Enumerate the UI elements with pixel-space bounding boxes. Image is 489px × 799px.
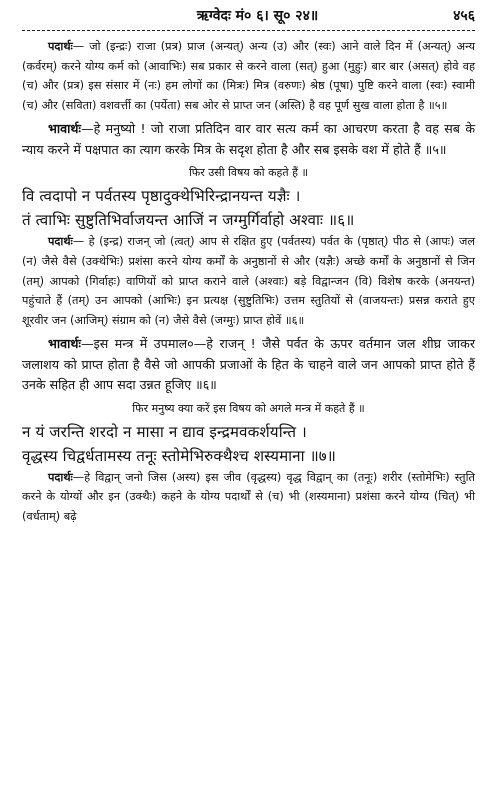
section-label: पदार्थः bbox=[48, 235, 73, 249]
mantra-line: न यं जरन्ति शरदो न मासा न द्याव इन्द्रमवकर्शयन्ति । bbox=[22, 422, 307, 441]
padartha-paragraph bbox=[22, 232, 475, 330]
bhavartha-paragraph bbox=[22, 334, 475, 396]
mantra-line: वृद्धस्य चिद्वर्धतामस्य तनूः स्तोमेभिरुक्थैश्च शस्यमाना ॥७॥ bbox=[22, 446, 336, 465]
header-rule bbox=[22, 30, 475, 31]
page-header bbox=[22, 6, 475, 28]
section-label: पदार्थः bbox=[48, 470, 73, 484]
section-intro: फिर मनुष्य क्या करें इस विषय को अगले मन्त्र में कहते हैं ॥ bbox=[132, 401, 365, 415]
paragraph-text: —हे मनुष्यो ! जो राजा प्रतिदिन वार वार सत्य कर्म का आचरण करता है वह सब के न्याय करने में पक्षपात का त्याग करके मित्र के सदृश होता है और सब इसके वश में होते हैं ॥५॥ bbox=[22, 121, 475, 157]
mantra-line: तं त्वाभिः सुष्टुतिभिर्वाजयन्त आजिं न जग्मुर्गिर्वाहो अश्वाः ॥६॥ bbox=[22, 211, 355, 230]
section-label: पदार्थः bbox=[48, 40, 73, 53]
mantra-line: वि त्वदापो न पर्वतस्य पृष्ठादुक्थेभिरिन्द्रानयन्त यज्ञैः । bbox=[22, 187, 301, 206]
bhavartha-paragraph bbox=[22, 119, 475, 160]
running-title: ऋग्वेदः मं० ६। सू० २४॥ bbox=[196, 8, 319, 24]
section-label: भावार्थः bbox=[48, 121, 81, 137]
page-content bbox=[22, 37, 475, 527]
section-intro: फिर उसी विषय को कहते हैं ॥ bbox=[188, 166, 309, 180]
paragraph-text: —हे विद्वान् जनो जिस (अस्य) इस जीव (वृद्धस्य) वृद्ध विद्वान् का (तनूः) शरीर (स्तोमेभिः) स्तुति करने के योग्यों और इन (उक्थैः) कहने के योग्य पदार्थों से (च) भी (शस्यमाना) प्रशंसा करने योग्य (चित्) भी (वर्धताम्) बढ़े bbox=[22, 470, 475, 524]
paragraph-text: — जो (इन्द्रः) राजा (प्रत्र) प्राज (अन्यत्) अन्य (उ) और (स्वः) आने वाले दिन में (अन्यत्) अन्य (कर्वरम्) करने योग्य कर्म को (आवाभिः) सब प्रकार से करने वाला (सत्) हुआ (मुहुः) बार बार (असत्) होवे वह (च) और (प्रत्र) इस संसार में (नः) हम लोगों का (मित्रः) मित्र (वरुणः) श्रेष्ठ (पूषा) पुष्टि करने वाला (स्वः) स्वामी (च) और (सविता) वशवर्त्ती का (पर्येता) सब ओर से प्राप्त जन (अस्ति) है वह पूर्ण सुख वाला होता है ॥५॥ bbox=[22, 40, 475, 112]
paragraph-text: —इस मन्त्र में उपमाल०—हे राजन् ! जैसे पर्वत के ऊपर वर्तमान जल शीघ्र जाकर जलाशय को प्राप्त होता है वैसे जो आपकी प्रजाओं के हित के चाहने वाले जन आपको प्राप्त होते हैं उनके सहित ही आप सदा उन्नत हूजिए ॥६॥ bbox=[22, 336, 475, 393]
paragraph-text: — हे (इन्द्र) राजन् जो (त्वत्) आप से रक्षित हुए (पर्वतस्य) पर्वत के (पृष्ठात्) पीठ से (आपः) जल (न) जैसे वैसे (उक्थेभिः) प्रशंसा करने योग्य कर्मों के अनुष्ठानों से और (यज्ञैः) अच्छे कर्मों के अनुष्ठानों से जिन (तम्) आपको (गिर्वाहः) वाणियों को प्राप्त कराने वाले (अश्वाः) बड़े विद्वान्जन (वि) विशेष करके (अनयन्त) पहुंचाते हैं (तम्) उन आपको (आभिः) इन प्रत्यक्ष (सुष्टुतिभिः) उत्तम स्तुतियों से (वाजयन्तः) प्रसन्न कराते हुए शूरवीर जन (आजिम्) संग्राम को (न) जैसे वैसे (जग्मुः) प्राप्त होवें ॥६॥ bbox=[22, 235, 475, 327]
padartha-paragraph bbox=[22, 468, 475, 527]
section-label: भावार्थः bbox=[48, 336, 81, 352]
padartha-paragraph bbox=[22, 37, 475, 115]
page-number: ४५६ bbox=[453, 8, 475, 24]
